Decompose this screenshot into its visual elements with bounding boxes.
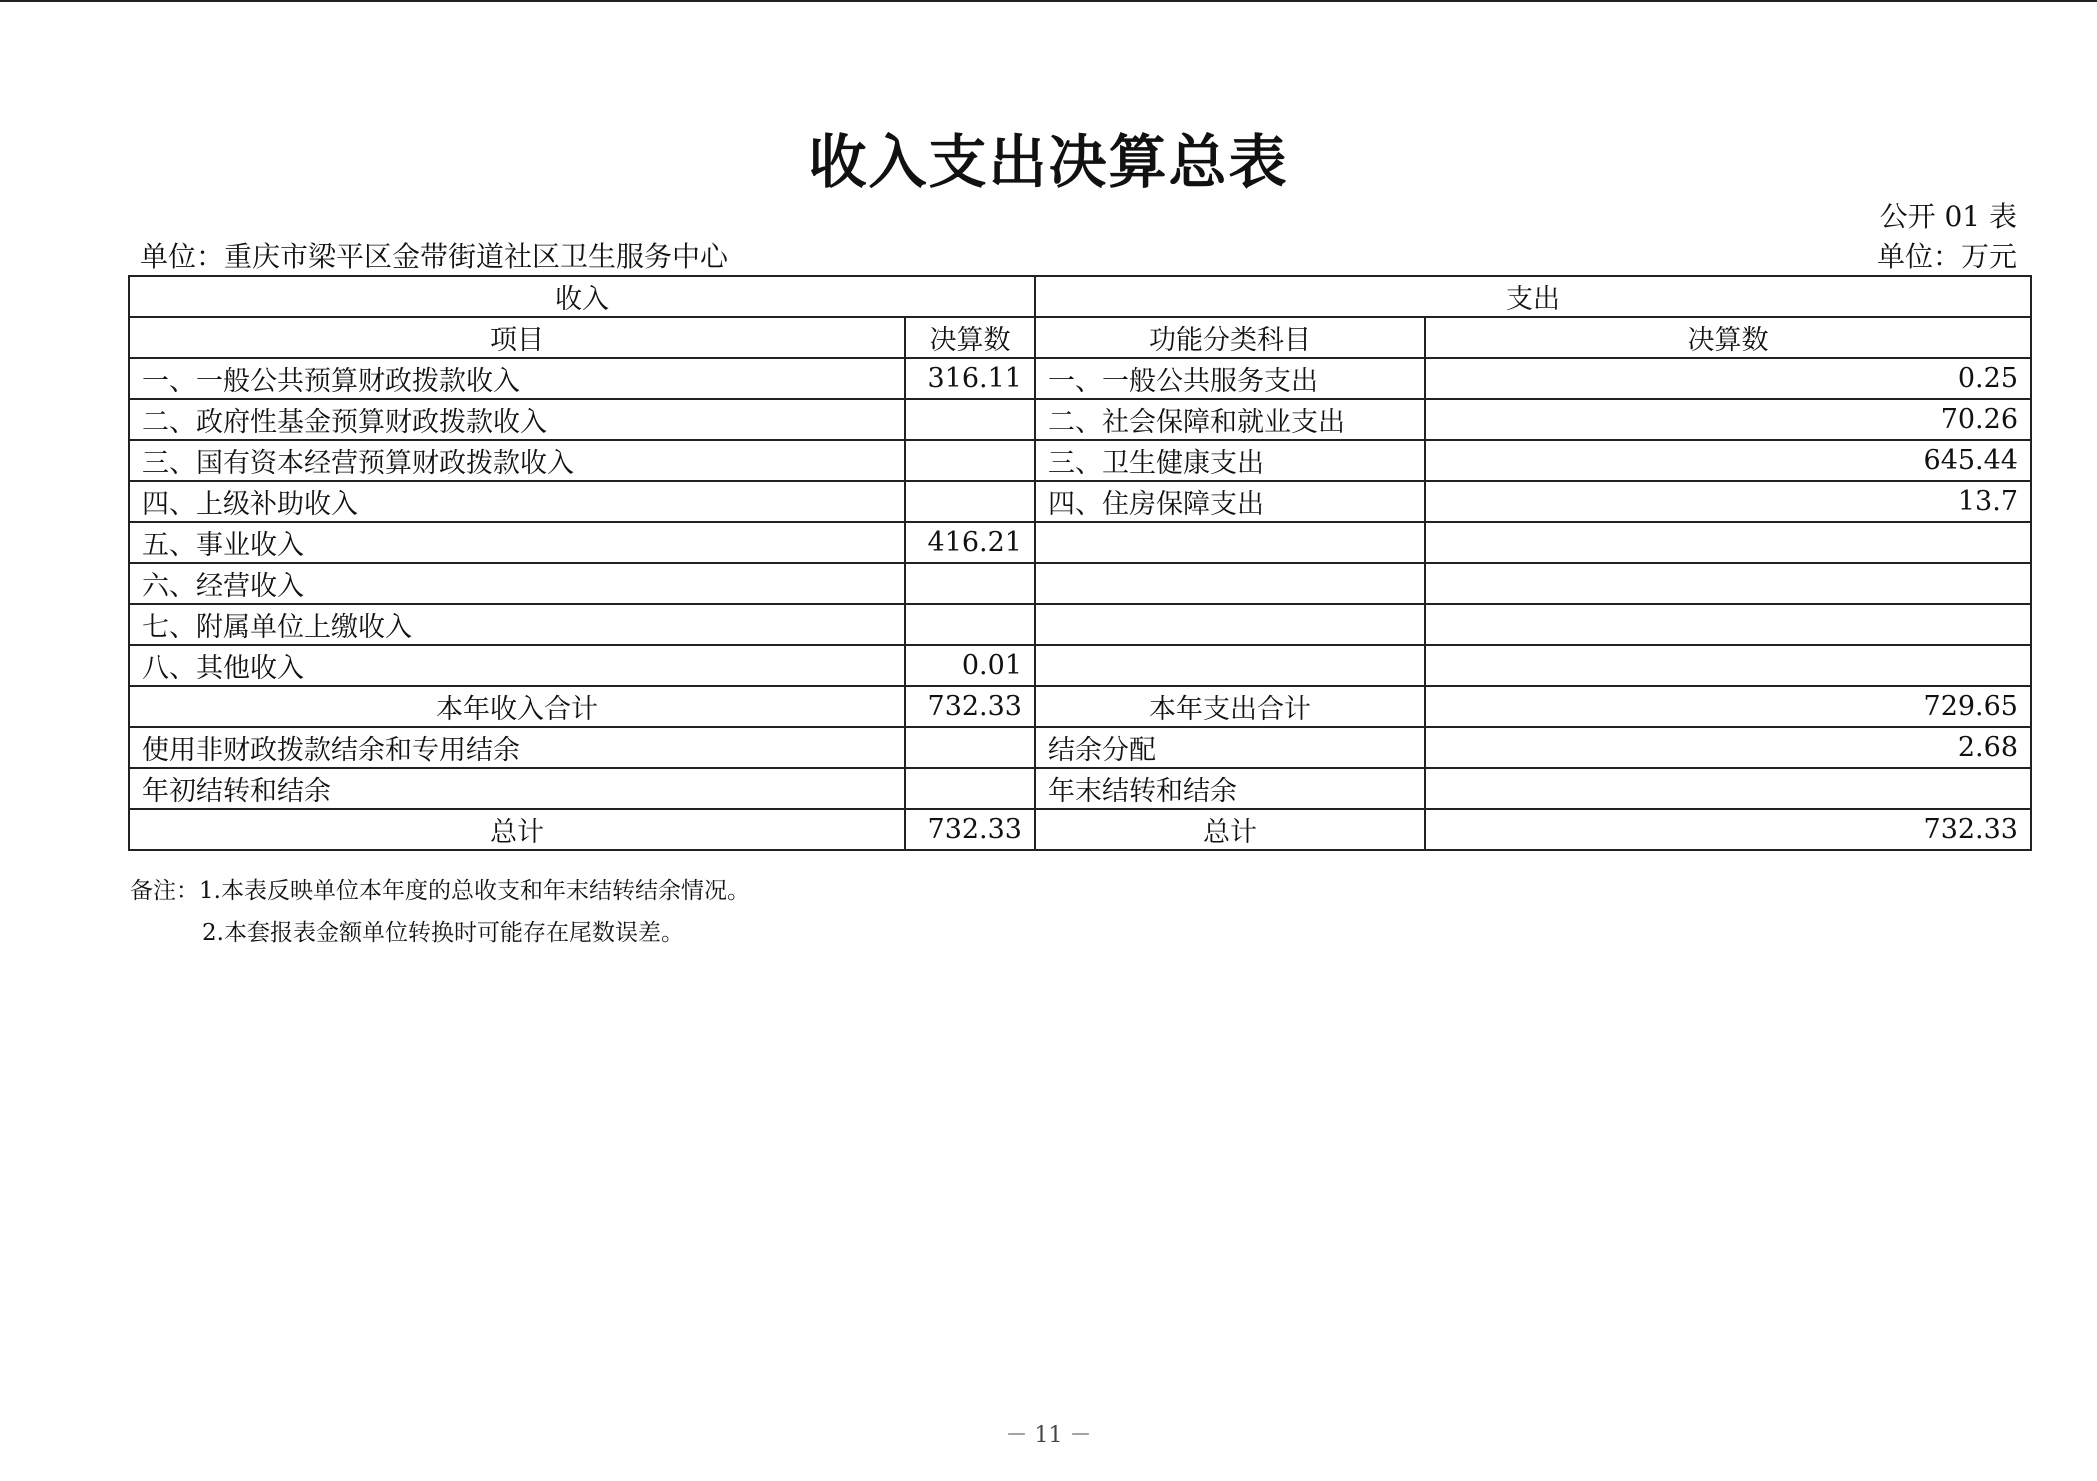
income-value-cell: 316.11: [905, 358, 1035, 399]
expense-item-cell: 年末结转和结余: [1035, 768, 1425, 809]
income-value-cell: 732.33: [905, 686, 1035, 727]
income-value-cell: [905, 563, 1035, 604]
expense-value-cell: 729.65: [1425, 686, 2031, 727]
page-number: － 11 －: [1005, 1423, 1092, 1448]
notes-section: [130, 870, 750, 954]
table-row: [129, 809, 2031, 850]
income-item-cell: 五、事业收入: [129, 522, 905, 563]
top-border-line: [0, 0, 2097, 2]
unit-organization: 单位：重庆市梁平区金带街道社区卫生服务中心: [140, 240, 729, 273]
form-code: 公开 01 表: [1879, 200, 2017, 233]
table-row: [129, 645, 2031, 686]
expense-item-cell: 一、一般公共服务支出: [1035, 358, 1425, 399]
expense-item-cell: 总计: [1035, 809, 1425, 850]
income-value-cell: [905, 727, 1035, 768]
expense-value-cell: 2.68: [1425, 727, 2031, 768]
income-value-cell: 416.21: [905, 522, 1035, 563]
note-1: 备注：1.本表反映单位本年度的总收支和年末结转结余情况。: [130, 878, 750, 904]
expense-value-cell: [1425, 522, 2031, 563]
expense-value-cell: [1425, 604, 2031, 645]
expense-value-cell: [1425, 645, 2031, 686]
income-value-cell: [905, 440, 1035, 481]
expense-item-cell: [1035, 645, 1425, 686]
item-column-header: 项目: [129, 317, 905, 358]
income-amount-column-header: 决算数: [905, 317, 1035, 358]
expense-item-cell: 结余分配: [1035, 727, 1425, 768]
table-row: [129, 522, 2031, 563]
expense-value-cell: [1425, 563, 2031, 604]
table-row: [129, 686, 2031, 727]
income-item-cell: 本年收入合计: [129, 686, 905, 727]
expense-value-cell: 645.44: [1425, 440, 2031, 481]
table-row: [129, 440, 2031, 481]
table-row: [129, 604, 2031, 645]
expense-item-cell: 三、卫生健康支出: [1035, 440, 1425, 481]
table-section-header-row: [129, 276, 2031, 317]
table-row: [129, 768, 2031, 809]
table-row: [129, 727, 2031, 768]
expense-value-cell: 13.7: [1425, 481, 2031, 522]
expense-value-cell: [1425, 768, 2031, 809]
income-item-cell: 一、一般公共预算财政拨款收入: [129, 358, 905, 399]
income-value-cell: 732.33: [905, 809, 1035, 850]
table-column-header-row: [129, 317, 2031, 358]
table-row: [129, 481, 2031, 522]
income-value-cell: 0.01: [905, 645, 1035, 686]
income-value-cell: [905, 481, 1035, 522]
income-value-cell: [905, 604, 1035, 645]
income-item-cell: 四、上级补助收入: [129, 481, 905, 522]
income-item-cell: 年初结转和结余: [129, 768, 905, 809]
expense-item-cell: 本年支出合计: [1035, 686, 1425, 727]
income-item-cell: 七、附属单位上缴收入: [129, 604, 905, 645]
expense-amount-column-header: 决算数: [1425, 317, 2031, 358]
expense-item-cell: [1035, 604, 1425, 645]
income-value-cell: [905, 399, 1035, 440]
page-title: 收入支出决算总表: [808, 128, 1289, 196]
income-item-cell: 使用非财政拨款结余和专用结余: [129, 727, 905, 768]
unit-currency: 单位：万元: [1876, 240, 2017, 273]
income-item-cell: 六、经营收入: [129, 563, 905, 604]
expense-item-cell: 四、住房保障支出: [1035, 481, 1425, 522]
expense-value-cell: 70.26: [1425, 399, 2031, 440]
expense-item-cell: [1035, 563, 1425, 604]
income-item-cell: 总计: [129, 809, 905, 850]
note-2: 2.本套报表金额单位转换时可能存在尾数误差。: [202, 920, 684, 946]
expense-value-cell: 0.25: [1425, 358, 2031, 399]
table-row: [129, 399, 2031, 440]
expense-item-cell: [1035, 522, 1425, 563]
function-subject-column-header: 功能分类科目: [1035, 317, 1425, 358]
expense-section-header: 支出: [1035, 276, 2031, 317]
income-item-cell: 三、国有资本经营预算财政拨款收入: [129, 440, 905, 481]
income-value-cell: [905, 768, 1035, 809]
expense-value-cell: 732.33: [1425, 809, 2031, 850]
table-row: [129, 563, 2031, 604]
income-section-header: 收入: [129, 276, 1035, 317]
income-expense-table: [128, 275, 2032, 851]
table-row: [129, 358, 2031, 399]
income-item-cell: 二、政府性基金预算财政拨款收入: [129, 399, 905, 440]
expense-item-cell: 二、社会保障和就业支出: [1035, 399, 1425, 440]
income-item-cell: 八、其他收入: [129, 645, 905, 686]
